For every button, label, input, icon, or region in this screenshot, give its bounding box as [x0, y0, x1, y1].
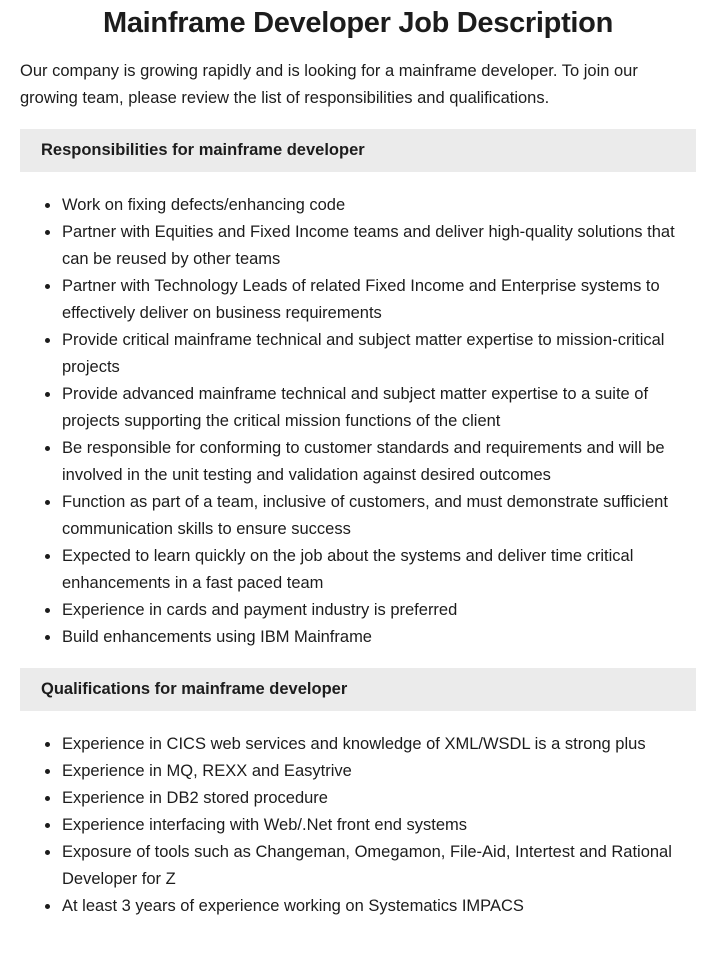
list-item: Build enhancements using IBM Mainframe	[20, 624, 696, 651]
list-item: Expected to learn quickly on the job about the systems and deliver time critical enhancements in a fast paced team	[20, 543, 696, 597]
list-item: Partner with Equities and Fixed Income teams and deliver high-quality solutions that can be reused by other teams	[20, 219, 696, 273]
list-item: Experience interfacing with Web/.Net front end systems	[20, 812, 696, 839]
responsibilities-section	[20, 129, 696, 651]
list-item: Experience in CICS web services and knowledge of XML/WSDL is a strong plus	[20, 731, 696, 758]
list-item: Exposure of tools such as Changeman, Omegamon, File-Aid, Intertest and Rational Developer for Z	[20, 839, 696, 893]
list-item: Function as part of a team, inclusive of customers, and must demonstrate sufficient communication skills to ensure success	[20, 489, 696, 543]
list-item: Provide advanced mainframe technical and subject matter expertise to a suite of projects supporting the critical mission functions of the client	[20, 381, 696, 435]
page-title: Mainframe Developer Job Description	[102, 7, 614, 39]
qualifications-list	[20, 731, 696, 920]
qualifications-section-header	[20, 668, 696, 711]
responsibilities-list	[20, 192, 696, 651]
list-item: Work on fixing defects/enhancing code	[20, 192, 696, 219]
list-item: Provide critical mainframe technical and subject matter expertise to mission-critical projects	[20, 327, 696, 381]
qualifications-section	[20, 668, 696, 920]
list-item: Experience in MQ, REXX and Easytrive	[20, 758, 696, 785]
intro-paragraph: Our company is growing rapidly and is looking for a mainframe developer. To join our growing team, please review the list of responsibilities and qualifications.	[20, 62, 638, 107]
list-item: Partner with Technology Leads of related Fixed Income and Enterprise systems to effectively deliver on business requirements	[20, 273, 696, 327]
list-item: Experience in cards and payment industry is preferred	[20, 597, 696, 624]
responsibilities-section-title: Responsibilities for mainframe developer	[41, 141, 365, 159]
responsibilities-section-header	[20, 129, 696, 172]
list-item: At least 3 years of experience working on Systematics IMPACS	[20, 893, 696, 920]
list-item: Experience in DB2 stored procedure	[20, 785, 696, 812]
list-item: Be responsible for conforming to customer standards and requirements and will be involved in the unit testing and validation against desired outcomes	[20, 435, 696, 489]
qualifications-section-title: Qualifications for mainframe developer	[41, 680, 348, 698]
